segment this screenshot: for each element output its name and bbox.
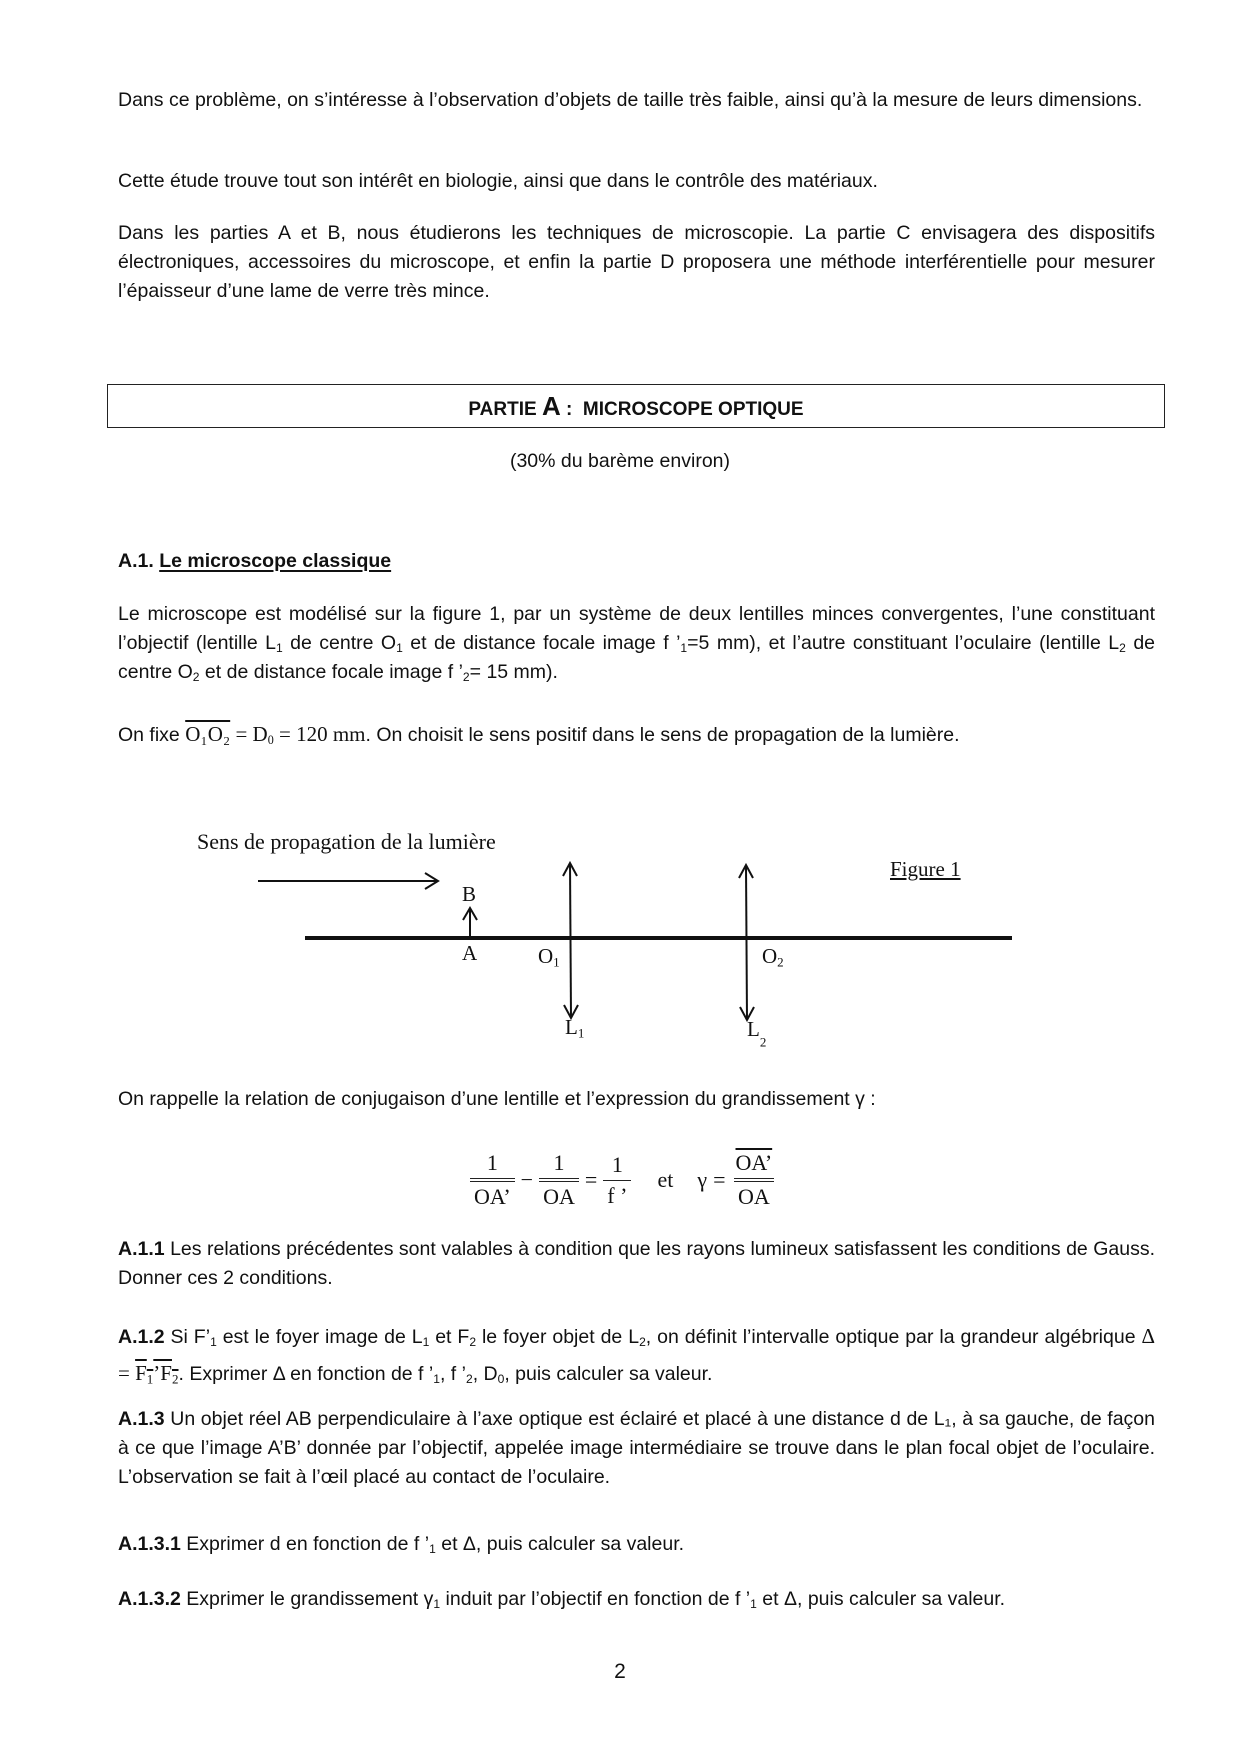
figure-1 <box>0 820 1240 1070</box>
lens-l1 <box>570 863 571 1018</box>
section-heading <box>118 550 391 573</box>
propagation-label: Sens de propagation de la lumière <box>197 829 496 854</box>
rappel-paragraph: On rappelle la relation de conjugaison d’une lentille et l’expression du grandissement γ : <box>118 1088 876 1110</box>
label-o2: $O_2$ <box>762 944 784 970</box>
question-a-1-3-1: A.1.3.1 Exprimer d en fonction de f $’_1$ et Δ, puis calculer sa valeur. <box>118 1533 685 1557</box>
question-a-1-3-2: A.1.3.2 Exprimer le grandissement $\gamma_1$ induit par l’objectif en fonction de f $’_1$ et Δ, puis calculer sa valeur. <box>118 1588 1006 1612</box>
section-title: Le microscope classique <box>159 550 392 572</box>
label-a: A <box>462 941 478 965</box>
model-paragraph: Le microscope est modélisé sur la figure 1, par un système de deux lentilles minces convergentes, l’une constituant l’objectif (lentille $L_1$ de centre $O_1$ et de distance focale image f $’_1=5$ mm), et l’autre constituant l’oculaire (lentille $L_2$ de centre $O_2$ et de distance focale image f $’_2= 15$ mm). <box>118 603 1156 685</box>
vector-f1f2: $F_1’F_2$ <box>135 1361 179 1387</box>
lens-l2 <box>746 865 747 1020</box>
optical-diagram <box>0 820 1240 1070</box>
part-weight: (30% du barème environ) <box>509 450 731 472</box>
part-title: MICROSCOPE OPTIQUE <box>582 399 804 420</box>
conjugation-formula: $\frac{1}{OA’}$ − $\frac{1}{OA}$ = $\frac{1}{f ’}$ et γ = $\frac{OA’}{OA}$ <box>470 1145 776 1215</box>
part-separator: : <box>560 399 583 420</box>
question-a-1-2: A.1.2 Si $F’_1$ est le foyer image de $L_1$ et $F_2$ le foyer objet de $L_2$, on définit l’intervalle optique par la grandeur algébrique $\Delta = F_1’F_2$. Exprimer Δ en fonction de f $’_1$, f $’_2$, $D_0$, puis calculer sa valeur. <box>118 1324 1155 1387</box>
section-number: A.1. <box>118 550 154 572</box>
fixe-paragraph: On fixe $O_1O_2 = D_0 = 120$ mm. On choisit le sens positif dans le sens de propagation de la lumière. <box>118 722 960 748</box>
label-b: B <box>462 882 477 906</box>
intro-paragraph-3: Dans les parties A et B, nous étudierons les techniques de microscopie. La partie C envisagera des dispositifs électroniques, accessoires du microscope, et enfin la partie D proposera une méthode interférentielle pour mesurer l’épaisseur d’une lame de verre très mince. <box>118 222 1155 302</box>
question-a-1-3: A.1.3 Un objet réel AB perpendiculaire à l’axe optique est éclairé et placé à une distance d de L₁, à sa gauche, de façon à ce que l’image A’B’ donnée par l’objectif, appelée image intermédiaire se trouve dans le plan focal objet de l’oculaire. L’observation se fait à l’œil placé au contact de l’oculaire. <box>118 1408 1155 1488</box>
page-number: 2 <box>614 1660 626 1683</box>
label-o1: $O_1$ <box>538 944 560 970</box>
intro-paragraph-1: Dans ce problème, on s’intéresse à l’observation d’objets de taille très faible, ainsi qu’à la mesure de leurs dimensions. <box>118 89 1143 111</box>
question-a-1-1: A.1.1 Les relations précédentes sont valables à condition que les rayons lumineux satisfassent les conditions de Gauss. Donner ces 2 conditions. <box>118 1238 1155 1289</box>
label-l1: $L_1$ <box>565 1015 585 1041</box>
vector-o1o2: O₁O₂ <box>185 722 231 746</box>
part-letter: A <box>541 391 561 421</box>
figure-caption: Figure 1 <box>890 857 961 881</box>
part-prefix: PARTIE <box>468 399 542 420</box>
label-l2: $L_2$ <box>747 1017 767 1050</box>
part-a-title-box <box>107 384 1165 428</box>
intro-paragraph-2: Cette étude trouve tout son intérêt en biologie, ainsi que dans le contrôle des matériaux. <box>118 170 878 192</box>
